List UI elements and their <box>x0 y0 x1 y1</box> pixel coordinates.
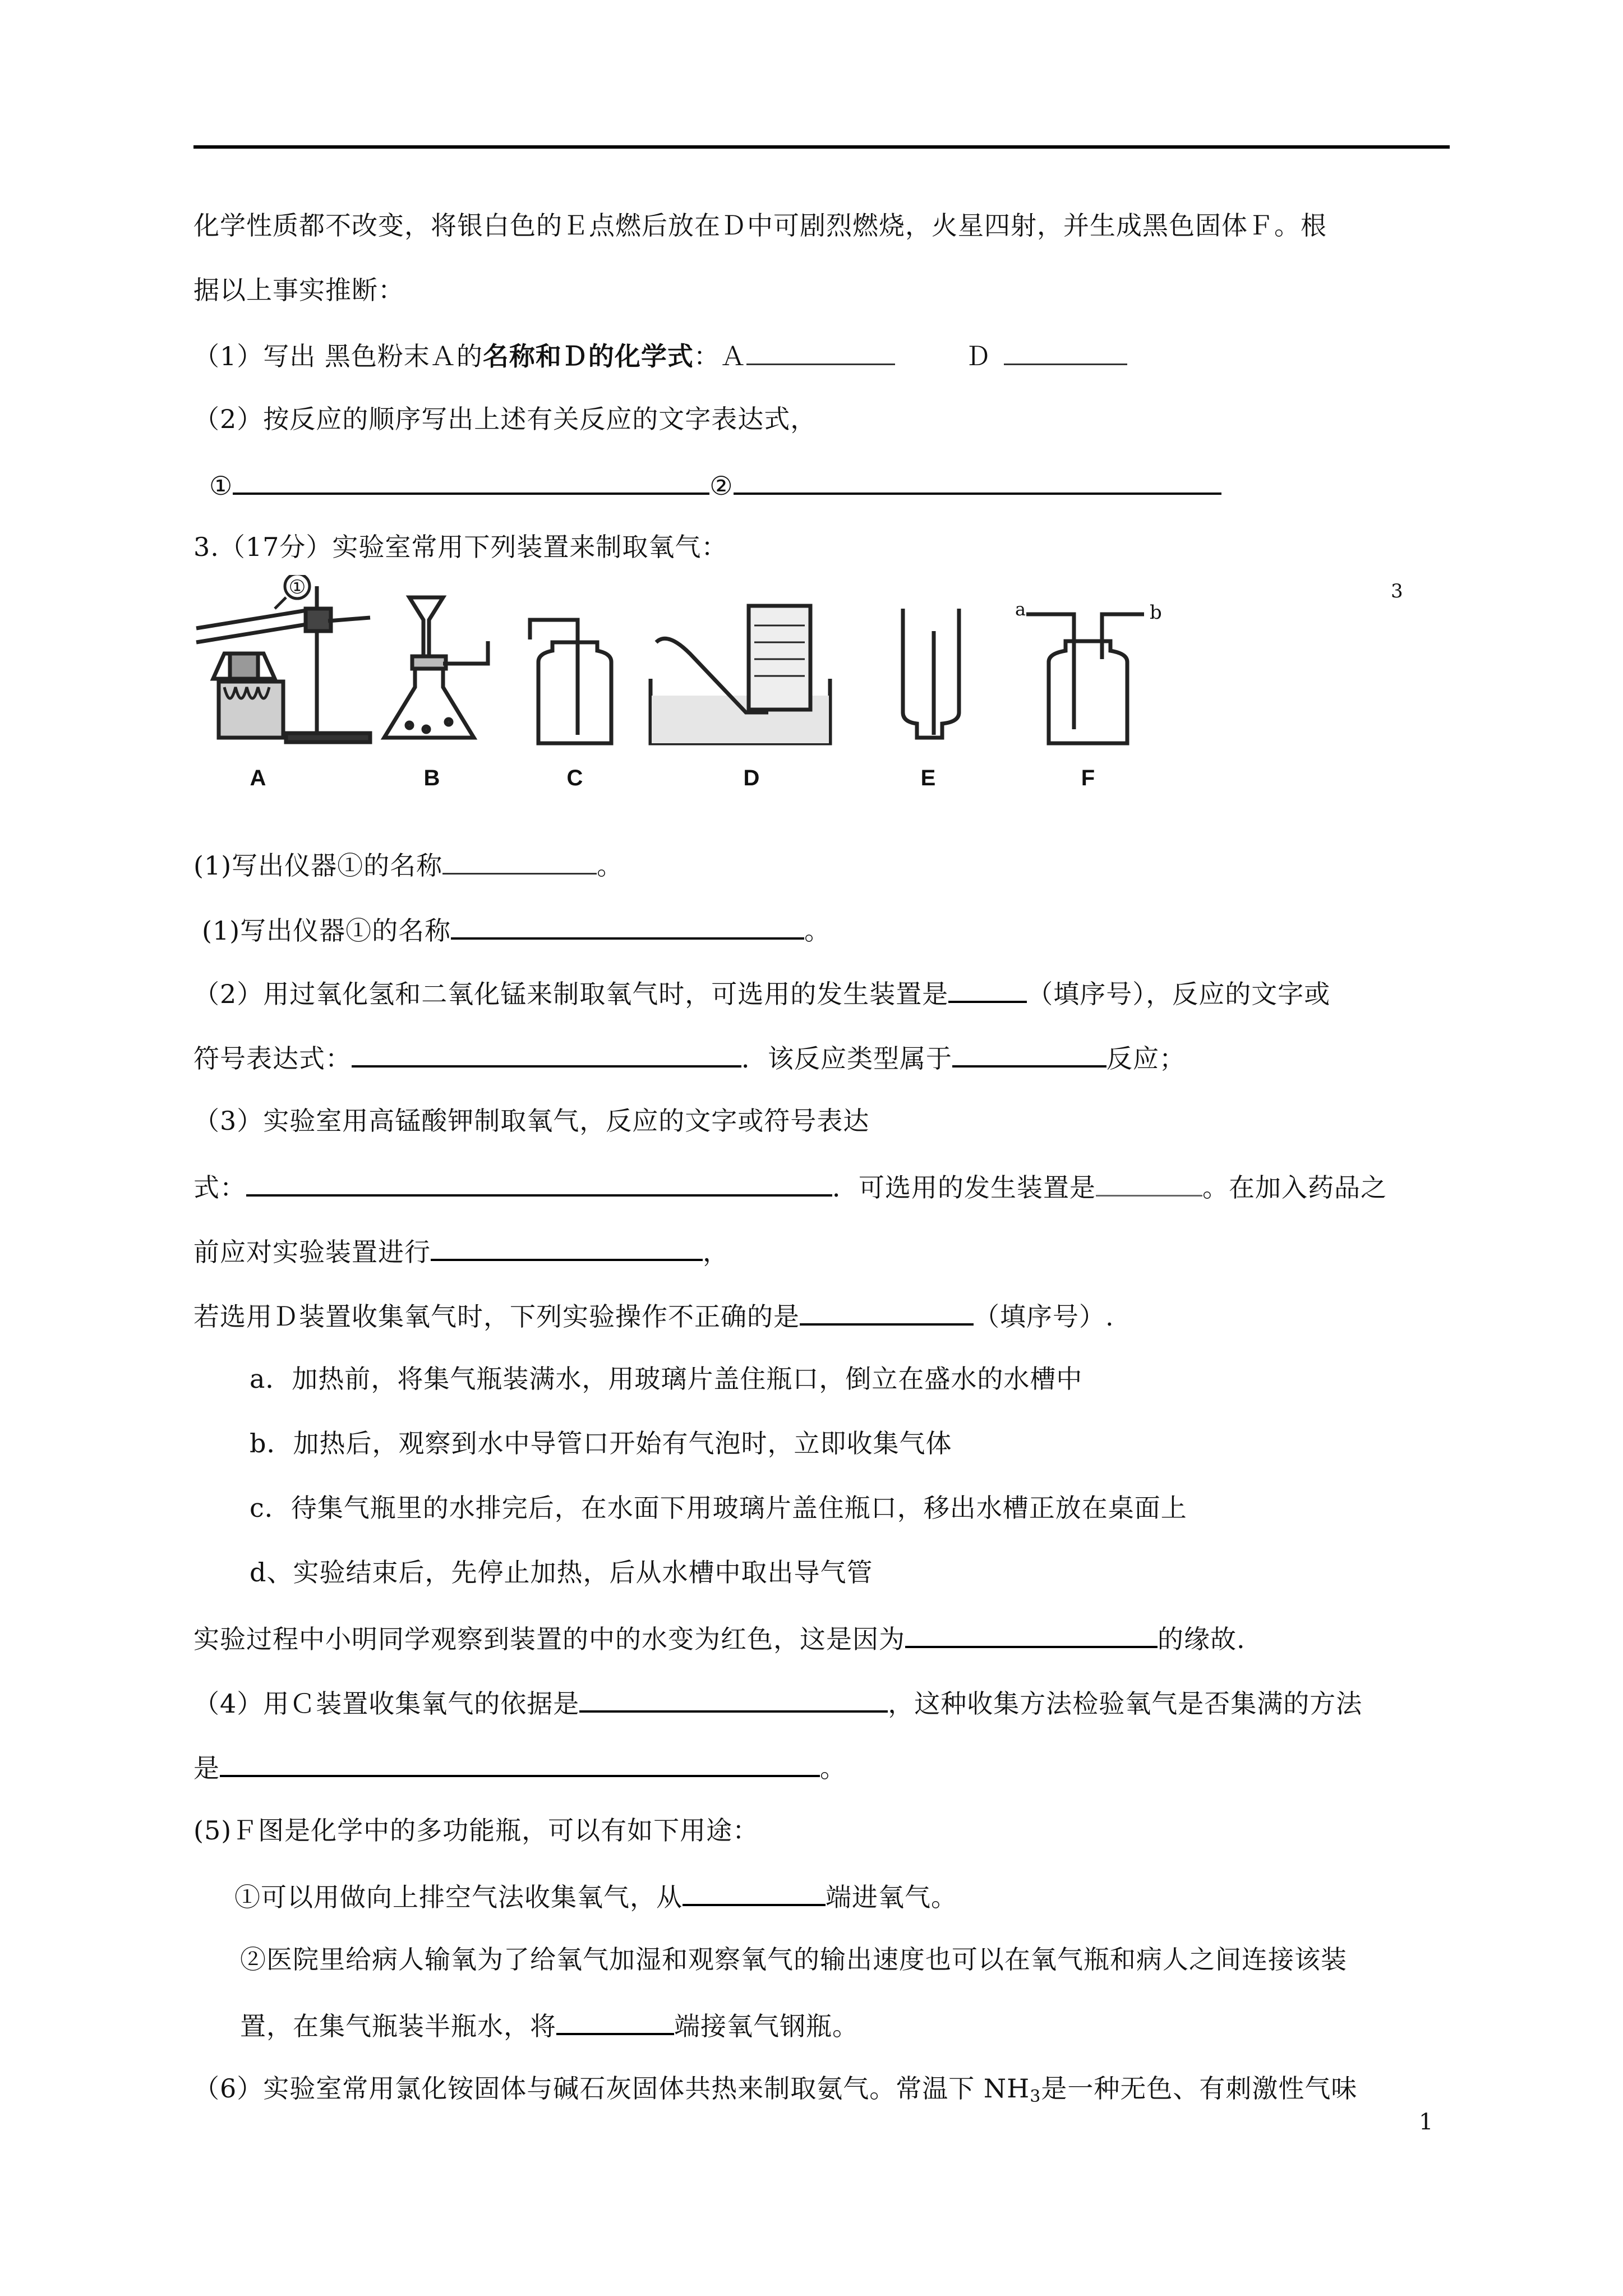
label-e: E <box>920 766 936 790</box>
corner-mark: 3 <box>1391 580 1403 602</box>
part-1a <box>193 847 623 882</box>
part-6 <box>193 2072 1357 2114</box>
answer-blank[interactable] <box>734 467 1221 495</box>
text-line: 据以上事实推断： <box>193 275 404 305</box>
part-3c <box>193 1233 729 1269</box>
part-4-text: （4）用Ｃ装置收集氧气的依据是 <box>193 1688 580 1719</box>
text-line: 化学性质都不改变，将银白色的Ｅ点燃后放在Ｄ中可剧烈燃烧，火星四射，并生成黑色固体Ｆ。根 <box>193 210 1327 241</box>
part-4b-text: 是 <box>193 1753 220 1783</box>
apparatus-d <box>651 606 830 743</box>
part-1b <box>193 912 831 947</box>
part-4b <box>193 1749 846 1785</box>
part-3: （3）实验室用高锰酸钾制取氧气，反应的文字或符号表达 <box>193 1106 870 1136</box>
part-4-end: ，这种收集方法检验氧气是否集满的方法 <box>888 1688 1363 1719</box>
page-number: 1 <box>1419 2109 1433 2135</box>
port-a-label: a <box>1015 599 1026 620</box>
answer-blank[interactable] <box>556 2007 674 2035</box>
part-5c <box>240 2007 859 2043</box>
answer-blank[interactable] <box>579 1685 888 1713</box>
part-2b-mid: ．该反应类型属于 <box>741 1043 952 1074</box>
label-b: B <box>423 766 440 790</box>
answer-blank[interactable] <box>451 912 804 940</box>
label-c: C <box>566 766 583 790</box>
apparatus-f <box>1015 580 1403 743</box>
label-a: A <box>250 766 266 790</box>
reaction-blanks <box>193 467 1221 503</box>
part-2b <box>193 1039 1186 1075</box>
part-1a-text: (1)写出仪器①的名称 <box>193 850 443 881</box>
apparatus-a <box>196 575 370 742</box>
part-2 <box>193 975 1330 1011</box>
answer-blank[interactable] <box>431 1233 703 1261</box>
red-water-end: 的缘故. <box>1158 1624 1246 1654</box>
q1-prefix: （1）写出 黑色粉末Ａ的 <box>193 341 483 371</box>
part-3d-text: 若选用Ｄ装置收集氧气时，下列实验操作不正确的是 <box>193 1301 800 1332</box>
answer-blank[interactable] <box>220 1749 820 1777</box>
option-a: a．加热前，将集气瓶装满水，用玻璃片盖住瓶口，倒立在盛水的水槽中 <box>250 1364 1083 1394</box>
answer-blank[interactable] <box>1004 338 1127 365</box>
part-3c-text: 前应对实验装置进行 <box>193 1237 431 1267</box>
header-rule <box>193 145 1450 149</box>
apparatus-b <box>384 597 488 738</box>
part-6-text: （6）实验室常用氯化铵固体与碱石灰固体共热来制取氨气。常温下 NH <box>193 2073 1030 2104</box>
part-2-text: （2）用过氧化氢和二氧化锰来制取氧气时，可选用的发生装置是 <box>193 979 949 1009</box>
apparatus-c <box>530 620 611 743</box>
label-d: D <box>743 766 760 790</box>
apparatus-e <box>903 609 959 738</box>
part-6-end: 是一种无色、有刺激性气味 <box>1041 2073 1358 2104</box>
question-3-heading: 3.（17分）实验室常用下列装置来制取氧气： <box>193 532 728 562</box>
red-water-line <box>193 1620 1246 1656</box>
answer-blank[interactable] <box>952 1039 1106 1068</box>
part-5b: ②医院里给病人输氧为了给氧气加湿和观察氧气的输出速度也可以在氧气瓶和病人之间连接该装 <box>240 1944 1347 1975</box>
part-5c-text: 置，在集气瓶装半瓶水，将 <box>240 2011 556 2041</box>
part-3b <box>193 1168 1387 1204</box>
port-b-label: b <box>1150 601 1162 624</box>
part-4b-end: 。 <box>820 1753 846 1783</box>
part-2b-text: 符号表达式： <box>193 1043 352 1074</box>
answer-blank[interactable] <box>246 1168 832 1197</box>
part-1b-end: 。 <box>804 915 831 946</box>
part-3b-text: 式： <box>193 1172 246 1203</box>
part-1a-end: 。 <box>597 850 624 881</box>
part-5a-end: 端进氧气。 <box>826 1882 957 1912</box>
part-2b-end: 反应； <box>1106 1043 1186 1074</box>
option-d: d、实验结束后，先停止加热，后从水槽中取出导气管 <box>250 1557 873 1588</box>
answer-blank[interactable] <box>442 847 597 875</box>
part-5a <box>234 1878 957 1914</box>
apparatus-figure <box>185 575 1441 799</box>
answer-blank[interactable] <box>800 1297 974 1326</box>
question-2: （2）按反应的顺序写出上述有关反应的文字表达式， <box>193 404 817 434</box>
part-3d <box>193 1297 1114 1333</box>
part-5c-end: 端接氧气钢瓶。 <box>674 2011 859 2041</box>
circle-2: ② <box>709 471 734 501</box>
red-water-text: 实验过程中小明同学观察到装置的中的水变为红色，这是因为 <box>193 1624 905 1654</box>
part-3b-end: 。在加入药品之 <box>1202 1172 1387 1203</box>
circle-1: ① <box>209 471 233 501</box>
question-1 <box>193 338 1127 373</box>
label-f: F <box>1081 766 1095 790</box>
answer-blank[interactable] <box>948 975 1027 1003</box>
answer-blank[interactable] <box>352 1039 741 1068</box>
answer-blank[interactable] <box>233 467 709 495</box>
part-5: (5)Ｆ图是化学中的多功能瓶，可以有如下用途： <box>193 1815 759 1846</box>
part-4 <box>193 1685 1362 1720</box>
part-3b-mid: ．可选用的发生装置是 <box>832 1172 1096 1203</box>
q1-bold: 名称和Ｄ的化学式 <box>482 341 694 371</box>
q1-a: ：Ａ <box>693 341 746 371</box>
option-c: c．待集气瓶里的水排完后，在水面下用玻璃片盖住瓶口，移出水槽正放在桌面上 <box>250 1493 1187 1523</box>
q1-d: Ｄ <box>965 341 992 371</box>
part-2-end: （填序号），反应的文字或 <box>1027 979 1331 1009</box>
part-3d-end: （填序号）. <box>974 1301 1114 1332</box>
callout-label: ① <box>288 576 306 599</box>
part-5a-text: ①可以用做向上排空气法收集氧气，从 <box>234 1882 683 1912</box>
part-6-subscript: 3 <box>1030 2087 1041 2106</box>
answer-blank[interactable] <box>905 1620 1158 1648</box>
answer-blank[interactable] <box>1096 1169 1202 1197</box>
answer-blank[interactable] <box>683 1878 826 1906</box>
part-1b-text: (1)写出仪器①的名称 <box>202 915 451 946</box>
part-3c-end: ， <box>703 1237 729 1267</box>
answer-blank[interactable] <box>746 338 895 365</box>
option-b: b．加热后，观察到水中导管口开始有气泡时，立即收集气体 <box>250 1428 952 1458</box>
